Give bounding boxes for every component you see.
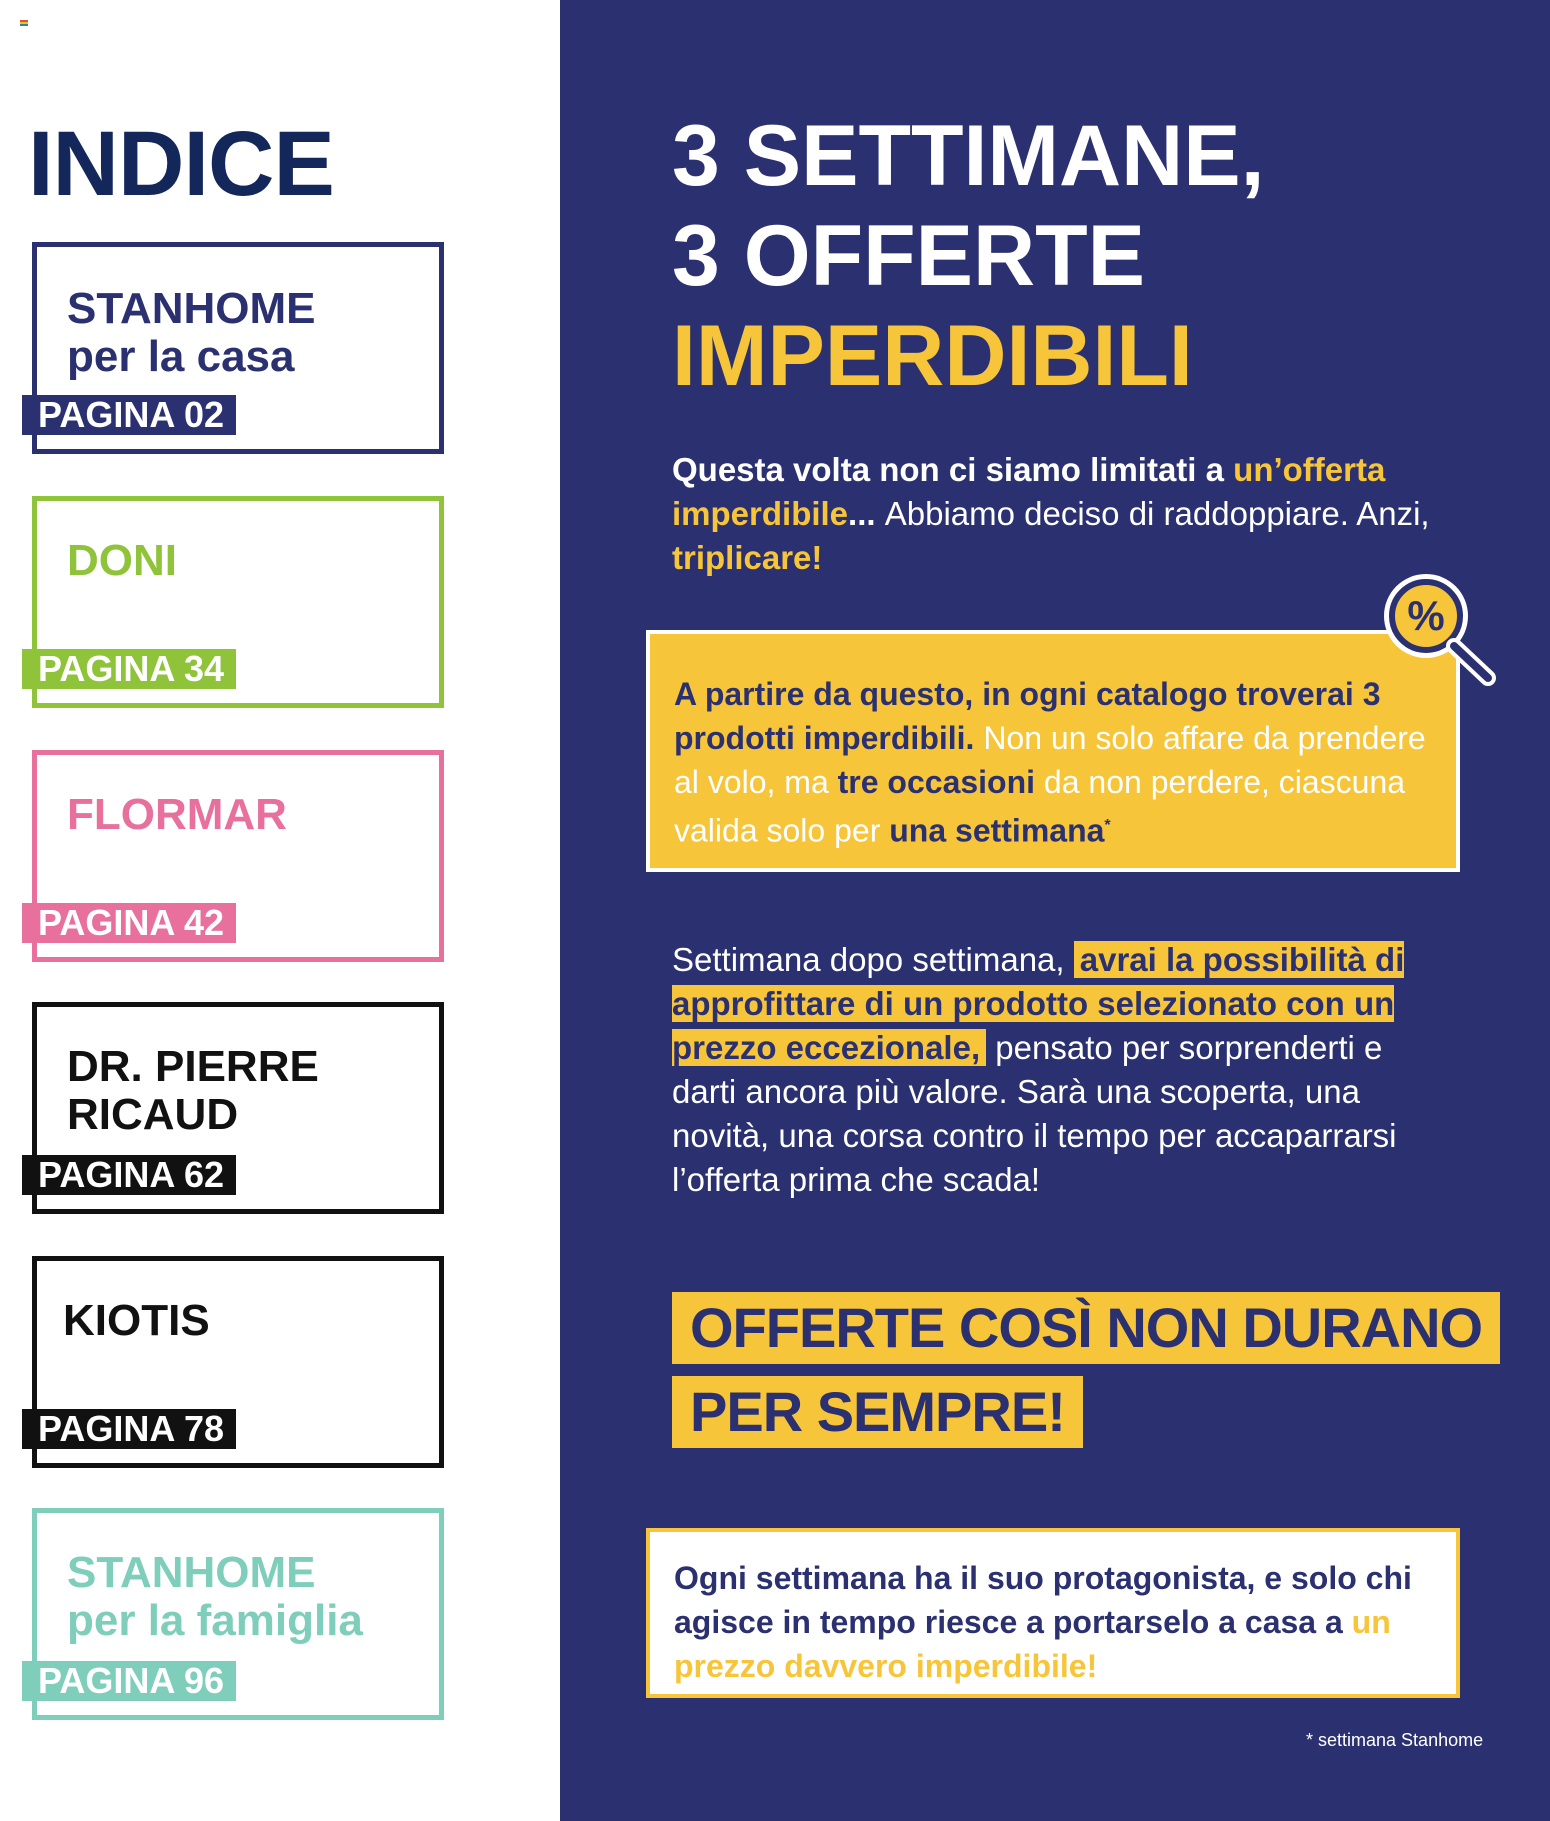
intro-part: Abbiamo deciso di raddoppiare. Anzi, [884,495,1430,532]
section-card-kiotis[interactable] [32,1256,444,1468]
intro-text [672,448,1452,580]
section-name: DONI [67,536,177,585]
percent-magnifier-icon [1370,566,1500,686]
section-name: KIOTIS [63,1296,210,1345]
yellow-box-part: A partire da questo, in ogni catalogo troverai 3 prodotti imperdibili. [674,676,1381,756]
intro-highlight: triplicare! [672,539,823,576]
white-box-highlight: un prezzo davvero imperdibile! [674,1604,1391,1684]
intro-highlight: un’offerta imperdibile [672,451,1386,532]
index-title: INDICE [28,113,334,215]
description-paragraph [672,938,1452,1202]
section-card-dr-pierre-ricaud[interactable] [32,1002,444,1214]
heading-line-2: 3 OFFERTE [672,208,1146,304]
section-card-flormar[interactable] [32,750,444,962]
section-card-stanhome-famiglia[interactable] [32,1508,444,1720]
section-name: STANHOME per la famiglia [67,1548,363,1645]
section-page-badge: PAGINA 42 [22,903,236,943]
white-box-part: Ogni settimana ha il suo protagonista, e solo chi agisce in tempo riesce a portarselo a casa a [674,1560,1412,1640]
intro-part: Questa volta non ci siamo limitati a [672,451,1234,488]
section-page-badge: PAGINA 78 [22,1409,236,1449]
paragraph-part: Settimana dopo settimana, [672,941,1074,978]
section-name: FLORMAR [67,790,287,839]
yellow-box-part: Non un solo affare da prendere al volo, ma [674,720,1426,800]
section-name: DR. PIERRE RICAUD [67,1042,319,1139]
section-page-badge: PAGINA 34 [22,649,236,689]
section-card-stanhome-casa[interactable] [32,242,444,454]
paragraph-highlight: avrai la possibilità di approfittare di un prodotto selezionato con un prezzo eccezionale, [672,941,1405,1066]
yellow-box-part: tre occasioni [837,764,1036,800]
footnote: * settimana Stanhome [1306,1730,1484,1750]
white-box-text [674,1556,1444,1688]
paragraph-part: pensato per sorprenderti e darti ancora più valore. Sarà una scoperta, una novità, una corsa contro il tempo per accaparrarsi l’offerta prima che scada! [672,1029,1397,1198]
footnote-marker: * [1104,817,1111,834]
svg-text:%: % [1407,592,1445,639]
intro-part: ... [848,495,885,532]
promo-heading [672,106,1265,406]
section-name: STANHOME per la casa [67,284,316,381]
banner-line-1: OFFERTE COSÌ NON DURANO [672,1292,1500,1364]
flag-icon [20,20,28,26]
section-page-badge: PAGINA 02 [22,395,236,435]
section-card-doni[interactable] [32,496,444,708]
index-panel [0,0,560,1821]
section-page-badge: PAGINA 62 [22,1155,236,1195]
yellow-box-part: da non perdere, ciascuna valida solo per [674,764,1406,849]
section-page-badge: PAGINA 96 [22,1661,236,1701]
heading-line-3: IMPERDIBILI [672,308,1193,404]
yellow-info-box [646,630,1460,872]
banner-line-2: PER SEMPRE! [672,1376,1083,1448]
yellow-box-text [674,672,1444,853]
yellow-box-part: una settimana [889,812,1105,849]
heading-line-1: 3 SETTIMANE, [672,108,1265,204]
white-info-box [646,1528,1460,1698]
